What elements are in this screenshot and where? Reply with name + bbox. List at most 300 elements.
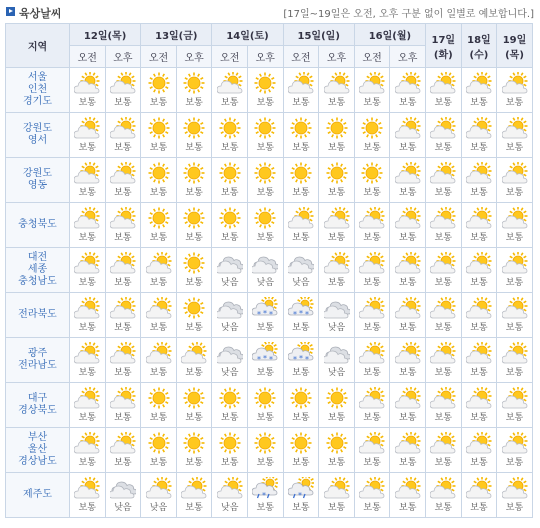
air-quality-label: 보통 xyxy=(256,368,274,378)
sun-icon xyxy=(177,117,212,139)
air-quality-label: 보통 xyxy=(399,458,417,468)
forecast-cell xyxy=(248,428,284,473)
region-row xyxy=(6,338,533,383)
forecast-cell xyxy=(105,68,141,113)
day-header: 14일(토) xyxy=(212,24,283,46)
region-name-line: 서울 xyxy=(27,72,48,83)
region-row xyxy=(6,113,533,158)
forecast-cell xyxy=(461,68,497,113)
sun-icon xyxy=(248,72,283,94)
forecast-cell xyxy=(390,68,426,113)
partly-cloudy-icon xyxy=(141,297,176,319)
air-quality-label: 보통 xyxy=(505,233,524,243)
air-quality-label: 보통 xyxy=(221,413,239,423)
air-quality-label: 보통 xyxy=(149,278,168,288)
air-quality-label: 보통 xyxy=(363,323,381,333)
air-quality-label: 보통 xyxy=(114,143,132,153)
sun-icon xyxy=(284,117,319,139)
snow-icon xyxy=(284,342,319,364)
pm-header: 오후 xyxy=(319,46,355,68)
partly-cloudy-icon xyxy=(426,72,461,94)
air-quality-label: 보통 xyxy=(327,278,346,288)
air-quality-label: 보통 xyxy=(434,143,452,153)
air-quality-label: 보통 xyxy=(505,503,524,513)
partly-cloudy-icon xyxy=(426,207,461,229)
forecast-cell xyxy=(461,338,497,383)
region-row xyxy=(6,383,533,428)
air-quality-label: 보통 xyxy=(185,413,203,423)
air-quality-label: 보통 xyxy=(185,368,203,378)
svg-text:*: * xyxy=(292,355,297,364)
air-quality-label: 보통 xyxy=(434,278,452,288)
cloudy-icon xyxy=(106,477,141,499)
air-quality-label: 보통 xyxy=(363,233,381,243)
page-title: 육상날씨 xyxy=(19,7,62,20)
air-quality-label: 보통 xyxy=(434,458,452,468)
air-quality-label: 보통 xyxy=(114,323,132,333)
forecast-cell xyxy=(319,383,355,428)
air-quality-label: 보통 xyxy=(292,188,310,198)
forecast-cell xyxy=(497,113,533,158)
air-quality-label: 보통 xyxy=(363,98,381,108)
partly-cloudy-icon xyxy=(355,387,390,409)
forecast-cell xyxy=(248,248,284,293)
sun-icon xyxy=(355,162,390,184)
air-quality-label: 보통 xyxy=(149,413,168,423)
pm-header: 오후 xyxy=(105,46,141,68)
partly-cloudy-icon xyxy=(497,342,532,364)
forecast-cell xyxy=(176,203,212,248)
svg-text:*: * xyxy=(263,354,268,363)
forecast-cell xyxy=(248,158,284,203)
forecast-cell xyxy=(283,248,319,293)
air-quality-label: 보통 xyxy=(114,413,132,423)
partly-cloudy-icon xyxy=(355,252,390,274)
partly-cloudy-icon xyxy=(426,117,461,139)
day-header: 15일(일) xyxy=(283,24,354,46)
region-name xyxy=(6,293,70,338)
air-quality-label: 보통 xyxy=(505,143,524,153)
partly-cloudy-icon xyxy=(462,342,497,364)
partly-cloudy-icon xyxy=(497,432,532,454)
region-name xyxy=(6,68,70,113)
air-quality-label: 보통 xyxy=(78,323,96,333)
partly-cloudy-icon xyxy=(70,72,105,94)
cloudy-icon xyxy=(319,297,354,319)
sun-icon xyxy=(177,297,212,319)
forecast-cell xyxy=(105,158,141,203)
forecast-cell xyxy=(283,293,319,338)
air-quality-label: 보통 xyxy=(149,98,168,108)
svg-text:*: * xyxy=(257,355,262,364)
air-quality-label: 보통 xyxy=(185,323,203,333)
sun-icon xyxy=(248,207,283,229)
air-quality-label: 보통 xyxy=(399,233,417,243)
air-quality-label: 보통 xyxy=(292,503,310,513)
partly-cloudy-icon xyxy=(284,207,319,229)
air-quality-label: 보통 xyxy=(470,188,488,198)
svg-text:*: * xyxy=(269,355,274,364)
air-quality-label: 보통 xyxy=(78,413,96,423)
partly-cloudy-icon xyxy=(70,297,105,319)
forecast-cell xyxy=(319,428,355,473)
forecast-cell xyxy=(461,248,497,293)
forecast-cell xyxy=(461,158,497,203)
sun-icon xyxy=(284,162,319,184)
forecast-cell xyxy=(283,203,319,248)
forecast-cell xyxy=(141,158,177,203)
forecast-cell xyxy=(105,473,141,518)
region-name-line: 부산 xyxy=(27,432,48,443)
forecast-cell xyxy=(105,293,141,338)
sun-icon xyxy=(248,432,283,454)
rain-snow-icon xyxy=(284,477,319,499)
forecast-cell xyxy=(70,338,106,383)
sun-icon xyxy=(212,387,247,409)
forecast-cell xyxy=(283,428,319,473)
day-date: 18일 xyxy=(467,34,491,46)
partly-cloudy-icon xyxy=(141,477,176,499)
forecast-cell xyxy=(283,158,319,203)
sun-icon xyxy=(248,117,283,139)
forecast-cell xyxy=(390,203,426,248)
day-header xyxy=(497,24,533,68)
forecast-cell xyxy=(354,158,390,203)
partly-cloudy-icon xyxy=(462,387,497,409)
partly-cloudy-icon xyxy=(177,342,212,364)
forecast-note: [17일~19일은 오전, 오후 구분 없이 일별로 예보합니다.] xyxy=(283,9,534,20)
forecast-cell xyxy=(141,338,177,383)
forecast-cell xyxy=(176,113,212,158)
forecast-cell xyxy=(497,203,533,248)
sun-icon xyxy=(212,162,247,184)
region-name-line: 경상남도 xyxy=(18,456,57,467)
air-quality-label: 보통 xyxy=(327,413,346,423)
sun-icon xyxy=(248,387,283,409)
air-quality-label: 보통 xyxy=(78,188,96,198)
sun-icon xyxy=(177,252,212,274)
partly-cloudy-icon xyxy=(319,477,354,499)
forecast-cell xyxy=(248,113,284,158)
sun-icon xyxy=(177,72,212,94)
air-quality-label: 보통 xyxy=(470,503,488,513)
air-quality-label: 보통 xyxy=(327,188,346,198)
region-row xyxy=(6,473,533,518)
forecast-cell xyxy=(497,158,533,203)
sun-icon xyxy=(141,162,176,184)
partly-cloudy-icon xyxy=(497,477,532,499)
sun-icon xyxy=(141,207,176,229)
region-row xyxy=(6,293,533,338)
day-header xyxy=(461,24,497,68)
am-header: 오전 xyxy=(141,46,177,68)
svg-text:*: * xyxy=(304,355,309,364)
forecast-cell xyxy=(426,473,462,518)
forecast-cell xyxy=(248,203,284,248)
air-quality-label: 보통 xyxy=(256,233,274,243)
partly-cloudy-icon xyxy=(390,72,425,94)
forecast-cell xyxy=(212,158,248,203)
air-quality-label: 보통 xyxy=(78,143,96,153)
air-quality-label: 낮음 xyxy=(221,278,239,288)
svg-text:*: * xyxy=(297,491,302,499)
air-quality-label: 보통 xyxy=(399,278,417,288)
page-header xyxy=(0,3,540,21)
air-quality-label: 보통 xyxy=(363,143,381,153)
air-quality-label: 보통 xyxy=(399,323,417,333)
forecast-cell xyxy=(70,68,106,113)
forecast-cell xyxy=(176,248,212,293)
svg-text:*: * xyxy=(298,354,303,363)
forecast-cell xyxy=(248,383,284,428)
partly-cloudy-icon xyxy=(497,252,532,274)
cloudy-icon xyxy=(212,297,247,319)
svg-text:*: * xyxy=(269,310,274,319)
forecast-cell xyxy=(70,293,106,338)
forecast-cell xyxy=(319,338,355,383)
air-quality-label: 보통 xyxy=(363,458,381,468)
partly-cloudy-icon xyxy=(426,477,461,499)
forecast-cell xyxy=(390,338,426,383)
air-quality-label: 보통 xyxy=(434,98,452,108)
air-quality-label: 보통 xyxy=(114,233,132,243)
air-quality-label: 보통 xyxy=(221,143,239,153)
forecast-cell xyxy=(70,473,106,518)
air-quality-label: 보통 xyxy=(434,368,452,378)
forecast-cell xyxy=(141,113,177,158)
sun-icon xyxy=(212,207,247,229)
air-quality-label: 보통 xyxy=(221,233,239,243)
air-quality-label: 보통 xyxy=(185,233,203,243)
snow-icon xyxy=(248,342,283,364)
region-name-line: 충청북도 xyxy=(18,219,57,230)
region-name xyxy=(6,383,70,428)
forecast-cell xyxy=(212,473,248,518)
forecast-cell xyxy=(497,248,533,293)
air-quality-label: 보통 xyxy=(149,188,168,198)
cloudy-icon xyxy=(319,342,354,364)
forecast-cell xyxy=(212,203,248,248)
air-quality-label: 보통 xyxy=(292,143,310,153)
air-quality-label: 보통 xyxy=(114,278,132,288)
sun-icon xyxy=(319,387,354,409)
air-quality-label: 보통 xyxy=(185,278,203,288)
forecast-cell xyxy=(176,473,212,518)
forecast-cell xyxy=(390,293,426,338)
partly-cloudy-icon xyxy=(70,207,105,229)
day-header: 13일(금) xyxy=(141,24,212,46)
partly-cloudy-icon xyxy=(390,342,425,364)
partly-cloudy-icon xyxy=(70,477,105,499)
forecast-cell xyxy=(426,293,462,338)
partly-cloudy-icon xyxy=(497,297,532,319)
forecast-cell xyxy=(176,428,212,473)
partly-cloudy-icon xyxy=(355,207,390,229)
partly-cloudy-icon xyxy=(462,207,497,229)
forecast-cell xyxy=(176,293,212,338)
forecast-cell xyxy=(354,293,390,338)
cloudy-icon xyxy=(248,252,283,274)
day-header: 16일(월) xyxy=(354,24,425,46)
sun-icon xyxy=(141,72,176,94)
sun-icon xyxy=(141,117,176,139)
air-quality-label: 보통 xyxy=(114,368,132,378)
air-quality-label: 보통 xyxy=(434,233,452,243)
partly-cloudy-icon xyxy=(106,162,141,184)
day-weekday: (수) xyxy=(469,49,489,61)
forecast-cell xyxy=(176,383,212,428)
partly-cloudy-icon xyxy=(106,342,141,364)
air-quality-label: 보통 xyxy=(327,98,346,108)
region-name-line: 전라북도 xyxy=(18,309,57,320)
day-header: 12일(목) xyxy=(70,24,141,46)
air-quality-label: 보통 xyxy=(470,233,488,243)
partly-cloudy-icon xyxy=(70,342,105,364)
partly-cloudy-icon xyxy=(106,207,141,229)
air-quality-label: 보통 xyxy=(78,98,96,108)
air-quality-label: 보통 xyxy=(505,323,524,333)
forecast-cell xyxy=(212,383,248,428)
region-name-line: 울산 xyxy=(27,444,48,455)
air-quality-label: 보통 xyxy=(505,188,524,198)
partly-cloudy-icon xyxy=(426,297,461,319)
forecast-cell xyxy=(70,428,106,473)
svg-text:*: * xyxy=(304,310,309,319)
forecast-cell xyxy=(497,338,533,383)
air-quality-label: 보통 xyxy=(78,503,96,513)
air-quality-label: 보통 xyxy=(114,188,132,198)
partly-cloudy-icon xyxy=(106,72,141,94)
partly-cloudy-icon xyxy=(426,252,461,274)
partly-cloudy-icon xyxy=(390,297,425,319)
partly-cloudy-icon xyxy=(106,252,141,274)
forecast-cell xyxy=(283,113,319,158)
partly-cloudy-icon xyxy=(212,477,247,499)
air-quality-label: 보통 xyxy=(505,278,524,288)
region-name xyxy=(6,158,70,203)
snow-icon xyxy=(248,297,283,319)
air-quality-label: 보통 xyxy=(185,503,203,513)
sun-icon xyxy=(141,387,176,409)
day-weekday: (목) xyxy=(505,49,524,61)
forecast-cell xyxy=(319,203,355,248)
forecast-cell xyxy=(461,383,497,428)
region-name-line: 대전 xyxy=(27,252,48,263)
air-quality-label: 보통 xyxy=(292,323,310,333)
air-quality-label: 보통 xyxy=(327,143,346,153)
air-quality-label: 낮음 xyxy=(221,368,239,378)
region-row xyxy=(6,428,533,473)
air-quality-label: 보통 xyxy=(292,233,310,243)
region-name xyxy=(6,203,70,248)
partly-cloudy-icon xyxy=(497,162,532,184)
partly-cloudy-icon xyxy=(141,342,176,364)
forecast-cell xyxy=(212,338,248,383)
partly-cloudy-icon xyxy=(390,162,425,184)
air-quality-label: 보통 xyxy=(470,323,488,333)
forecast-cell xyxy=(354,383,390,428)
air-quality-label: 보통 xyxy=(399,368,417,378)
partly-cloudy-icon xyxy=(212,72,247,94)
air-quality-label: 보통 xyxy=(363,368,381,378)
partly-cloudy-icon xyxy=(355,297,390,319)
forecast-cell xyxy=(248,68,284,113)
partly-cloudy-icon xyxy=(70,117,105,139)
air-quality-label: 보통 xyxy=(114,98,132,108)
partly-cloudy-icon xyxy=(390,117,425,139)
sun-icon xyxy=(319,432,354,454)
forecast-cell xyxy=(390,248,426,293)
forecast-cell xyxy=(105,383,141,428)
forecast-cell xyxy=(354,428,390,473)
sun-icon xyxy=(248,162,283,184)
air-quality-label: 보통 xyxy=(149,458,168,468)
partly-cloudy-icon xyxy=(70,162,105,184)
partly-cloudy-icon xyxy=(462,297,497,319)
region-name-line: 강원도 xyxy=(23,168,52,179)
forecast-cell xyxy=(354,113,390,158)
air-quality-label: 보통 xyxy=(256,458,274,468)
forecast-cell xyxy=(390,158,426,203)
air-quality-label: 보통 xyxy=(185,143,203,153)
air-quality-label: 보통 xyxy=(399,188,417,198)
sun-icon xyxy=(177,387,212,409)
air-quality-label: 보통 xyxy=(114,458,132,468)
forecast-cell xyxy=(461,113,497,158)
region-name xyxy=(6,338,70,383)
partly-cloudy-icon xyxy=(426,342,461,364)
forecast-cell xyxy=(141,383,177,428)
region-name-line: 대구 xyxy=(27,393,48,404)
partly-cloudy-icon xyxy=(462,252,497,274)
rain-snow-icon xyxy=(248,477,283,499)
partly-cloudy-icon xyxy=(462,477,497,499)
am-header: 오전 xyxy=(354,46,390,68)
forecast-cell xyxy=(141,203,177,248)
sun-icon xyxy=(177,207,212,229)
forecast-cell xyxy=(354,473,390,518)
forecast-cell xyxy=(212,113,248,158)
air-quality-label: 낮음 xyxy=(221,323,239,333)
air-quality-label: 낮음 xyxy=(256,278,274,288)
air-quality-label: 보통 xyxy=(256,503,274,513)
partly-cloudy-icon xyxy=(284,72,319,94)
sun-icon xyxy=(177,162,212,184)
partly-cloudy-icon xyxy=(141,252,176,274)
forecast-cell xyxy=(105,203,141,248)
air-quality-label: 보통 xyxy=(505,413,524,423)
air-quality-label: 보통 xyxy=(292,98,310,108)
forecast-cell xyxy=(141,293,177,338)
sun-icon xyxy=(319,117,354,139)
air-quality-label: 보통 xyxy=(327,503,346,513)
day-weekday: (화) xyxy=(433,49,453,61)
air-quality-label: 보통 xyxy=(363,503,381,513)
forecast-cell xyxy=(212,428,248,473)
forecast-cell xyxy=(390,113,426,158)
svg-text:*: * xyxy=(262,491,267,499)
forecast-cell xyxy=(497,293,533,338)
air-quality-label: 낮음 xyxy=(327,368,346,378)
forecast-cell xyxy=(283,338,319,383)
air-quality-label: 보통 xyxy=(363,413,381,423)
forecast-cell xyxy=(426,158,462,203)
air-quality-label: 보통 xyxy=(149,143,168,153)
partly-cloudy-icon xyxy=(106,432,141,454)
partly-cloudy-icon xyxy=(106,387,141,409)
pm-header: 오후 xyxy=(248,46,284,68)
region-row xyxy=(6,248,533,293)
